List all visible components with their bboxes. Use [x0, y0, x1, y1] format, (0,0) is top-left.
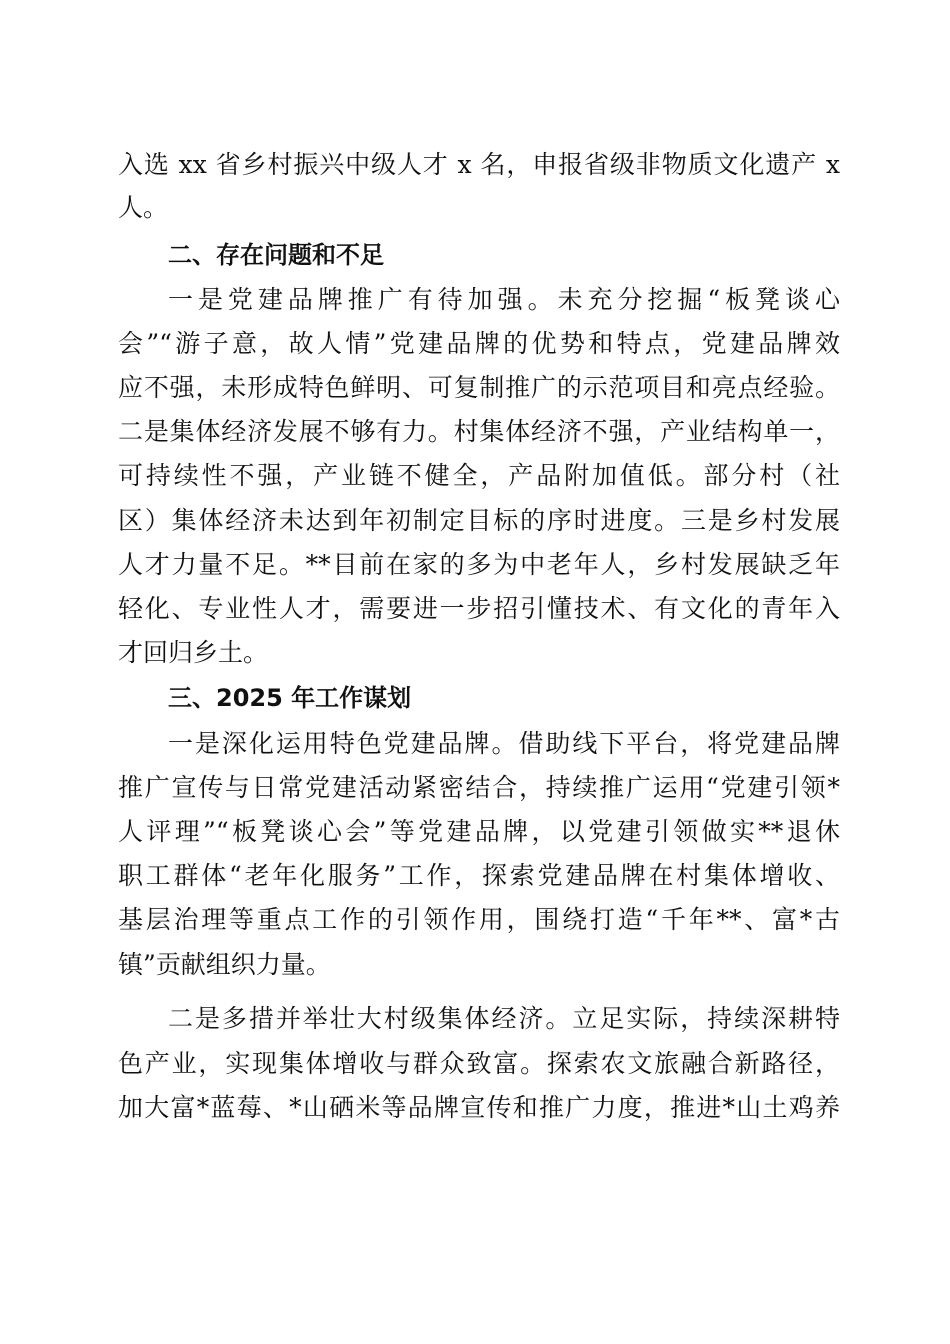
body-line: 应不强，未形成特色鲜明、可复制推广的示范项目和亮点经验。 — [118, 373, 840, 402]
section-heading-problems: 二、存在问题和不足 — [168, 241, 384, 269]
body-line: 推广宣传与日常党建活动紧密结合，持续推广运用“党建引领* — [118, 773, 840, 802]
intro-line-2: 人。 — [118, 193, 169, 222]
body-line: 基层治理等重点工作的引领作用，围绕打造“千年**、富*古 — [118, 905, 840, 934]
body-line: 二是多措并举壮大村级集体经济。立足实际，持续深耕特 — [168, 1004, 840, 1033]
body-line: 人评理”“板凳谈心会”等党建品牌，以党建引领做实**退休 — [118, 817, 840, 846]
body-line: 一是党建品牌推广有待加强。未充分挖掘“板凳谈心 — [168, 285, 840, 314]
body-line: 职工群体“老年化服务”工作，探索党建品牌在村集体增收、 — [118, 861, 840, 890]
body-line: 可持续性不强，产业链不健全，产品附加值低。部分村（社 — [118, 461, 840, 490]
body-line: 加大富*蓝莓、*山硒米等品牌宣传和推广力度，推进*山土鸡养 — [118, 1093, 840, 1122]
body-line: 二是集体经济发展不够有力。村集体经济不强，产业结构单一， — [118, 417, 840, 446]
intro-line-1: 入选 xx 省乡村振兴中级人才 x 名，申报省级非物质文化遗产 x — [118, 150, 840, 179]
body-line: 区）集体经济未达到年初制定目标的序时进度。三是乡村发展 — [118, 506, 840, 535]
body-line: 人才力量不足。**目前在家的多为中老年人，乡村发展缺乏年 — [118, 550, 840, 579]
body-line: 轻化、专业性人才，需要进一步招引懂技术、有文化的青年入 — [118, 594, 840, 623]
body-line: 镇”贡献组织力量。 — [118, 950, 331, 979]
body-line: 色产业，实现集体增收与群众致富。探索农文旅融合新路径， — [118, 1049, 840, 1078]
body-line: 一是深化运用特色党建品牌。借助线下平台，将党建品牌 — [168, 729, 840, 758]
body-line: 才回归乡土。 — [118, 638, 269, 667]
section-heading-plan: 三、2025 年工作谋划 — [168, 684, 412, 712]
body-line: 会”“游子意，故人情”党建品牌的优势和特点，党建品牌效 — [118, 329, 840, 358]
